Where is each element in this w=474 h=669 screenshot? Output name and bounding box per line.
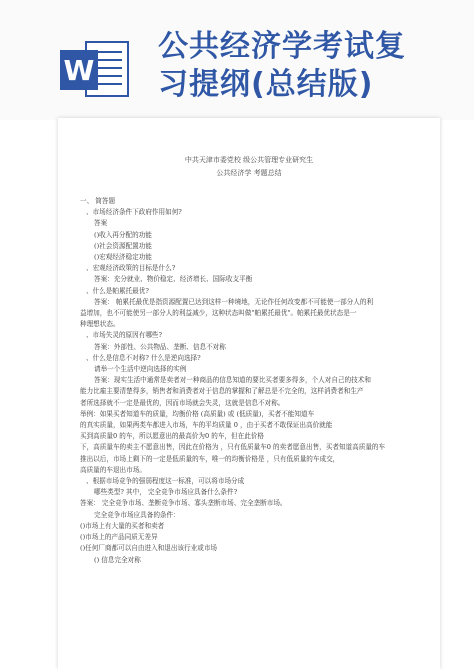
- document-line: 下，高质量车的卖主不愿意出售，因此在价格为 ，只有低质量车0 的卖者愿意出售，买者知道高质量的车: [80, 443, 386, 452]
- document-line: 种理想状态。: [80, 320, 120, 329]
- header-line-1: 中共天津市委党校 级公共管理专业研究生: [184, 156, 314, 164]
- document-line: ()社会资源配置功能: [94, 241, 152, 250]
- document-line: 者所选择就不一定是最优的，因而市场就会失灵，这就是信息不对称。: [80, 398, 285, 407]
- document-line: ()收入再分配的功能: [94, 230, 152, 239]
- document-line: 答案：现实生活中通常是卖者对一种商品的信息知道的要比买者要多得多，个人对自己的技术和: [94, 376, 371, 385]
- document-line: 推出以后，市场上剩下的一定是低质量的车，唯一的均衡价格是 ，只有低质量的车成交，: [80, 454, 340, 463]
- document-line: 答案：充分就业、物价稳定、经济增长、国际收支平衡: [94, 275, 253, 284]
- document-line: 、市场经济条件下政府作用如何?: [86, 208, 182, 217]
- word-logo-letter: W: [63, 54, 95, 87]
- document-line: 答案：外部性、公共物品、垄断、信息不对称: [94, 342, 226, 351]
- header-line-2: 公共经济学 考题总结: [216, 169, 282, 177]
- document-line: 答案： 完全竞争市场、垄断竞争市场、寡头垄断市场、完全垄断市场。: [80, 499, 287, 508]
- document-line: 益增加，也不可能使另一部分人的利益减少，这种状态叫做"帕累托最优"。帕累托最优状态是一: [80, 309, 357, 318]
- document-line: 举例：如果买者知道车的质量，均衡价格 (高质量) 或 (低质量)，买者不能知道车: [80, 409, 315, 418]
- document-line: 、根据市场竞争的强弱程度这一标准，可以将市场分成: [86, 477, 245, 486]
- document-body: [80, 196, 425, 566]
- document-line: 能力比雇主要清楚得多，销售者和消费者对于信息的掌握和了解总是不完全的，这样消费者和生产: [80, 387, 364, 396]
- document-line: 答案: [94, 219, 108, 228]
- document-line: 买到高质量0 的车，所以愿意出的最高价为0 的车，但在此价格: [80, 432, 265, 441]
- document-line: ()任何厂商都可以自由进入和退出该行业或市场: [80, 544, 218, 553]
- word-document-icon: [60, 38, 130, 100]
- document-line: 哪些类型? 其中， 完全竞争市场应具备什么条件?: [94, 488, 238, 497]
- title-line-2: 习提纲(总结版): [158, 67, 374, 102]
- document-line: ()宏观经济稳定功能: [94, 253, 152, 262]
- document-header: [58, 154, 440, 180]
- document-line: 高质量的车退出市场。: [80, 465, 146, 474]
- document-line: () 信息完全对称: [94, 555, 141, 564]
- document-page: [58, 118, 440, 669]
- document-line: ()市场上有大量的买者和卖者: [80, 521, 165, 530]
- document-line: 答案： 帕累托最优是指资源配置已达到这样一种境地，无论作任何改变都不可能使一部分人的利: [94, 297, 374, 306]
- document-line: 请举一个生活中逆向选择的实例: [94, 365, 187, 374]
- document-line: 、市场失灵的原因有哪些?: [86, 331, 163, 340]
- banner: [0, 0, 474, 120]
- document-line: 的真实质量，如果两类车都进入市场，车的平均质量 0 ，由于买者不敢保证出高价就能: [80, 421, 333, 430]
- title-line-1: 公共经济学考试复: [158, 29, 406, 64]
- document-line: 、什么是帕累托最优?: [86, 286, 149, 295]
- document-line: 完全竞争市场应具备的条件：: [94, 510, 180, 519]
- document-line: 一、 简答题: [80, 197, 116, 205]
- document-line: ()市场上的产品同质无差异: [80, 533, 158, 542]
- page-title: [158, 28, 468, 104]
- document-line: 、什么是信息不对称? 什么是逆向选择?: [86, 353, 201, 362]
- document-line: 、宏观经济政策的目标是什么?: [86, 264, 176, 273]
